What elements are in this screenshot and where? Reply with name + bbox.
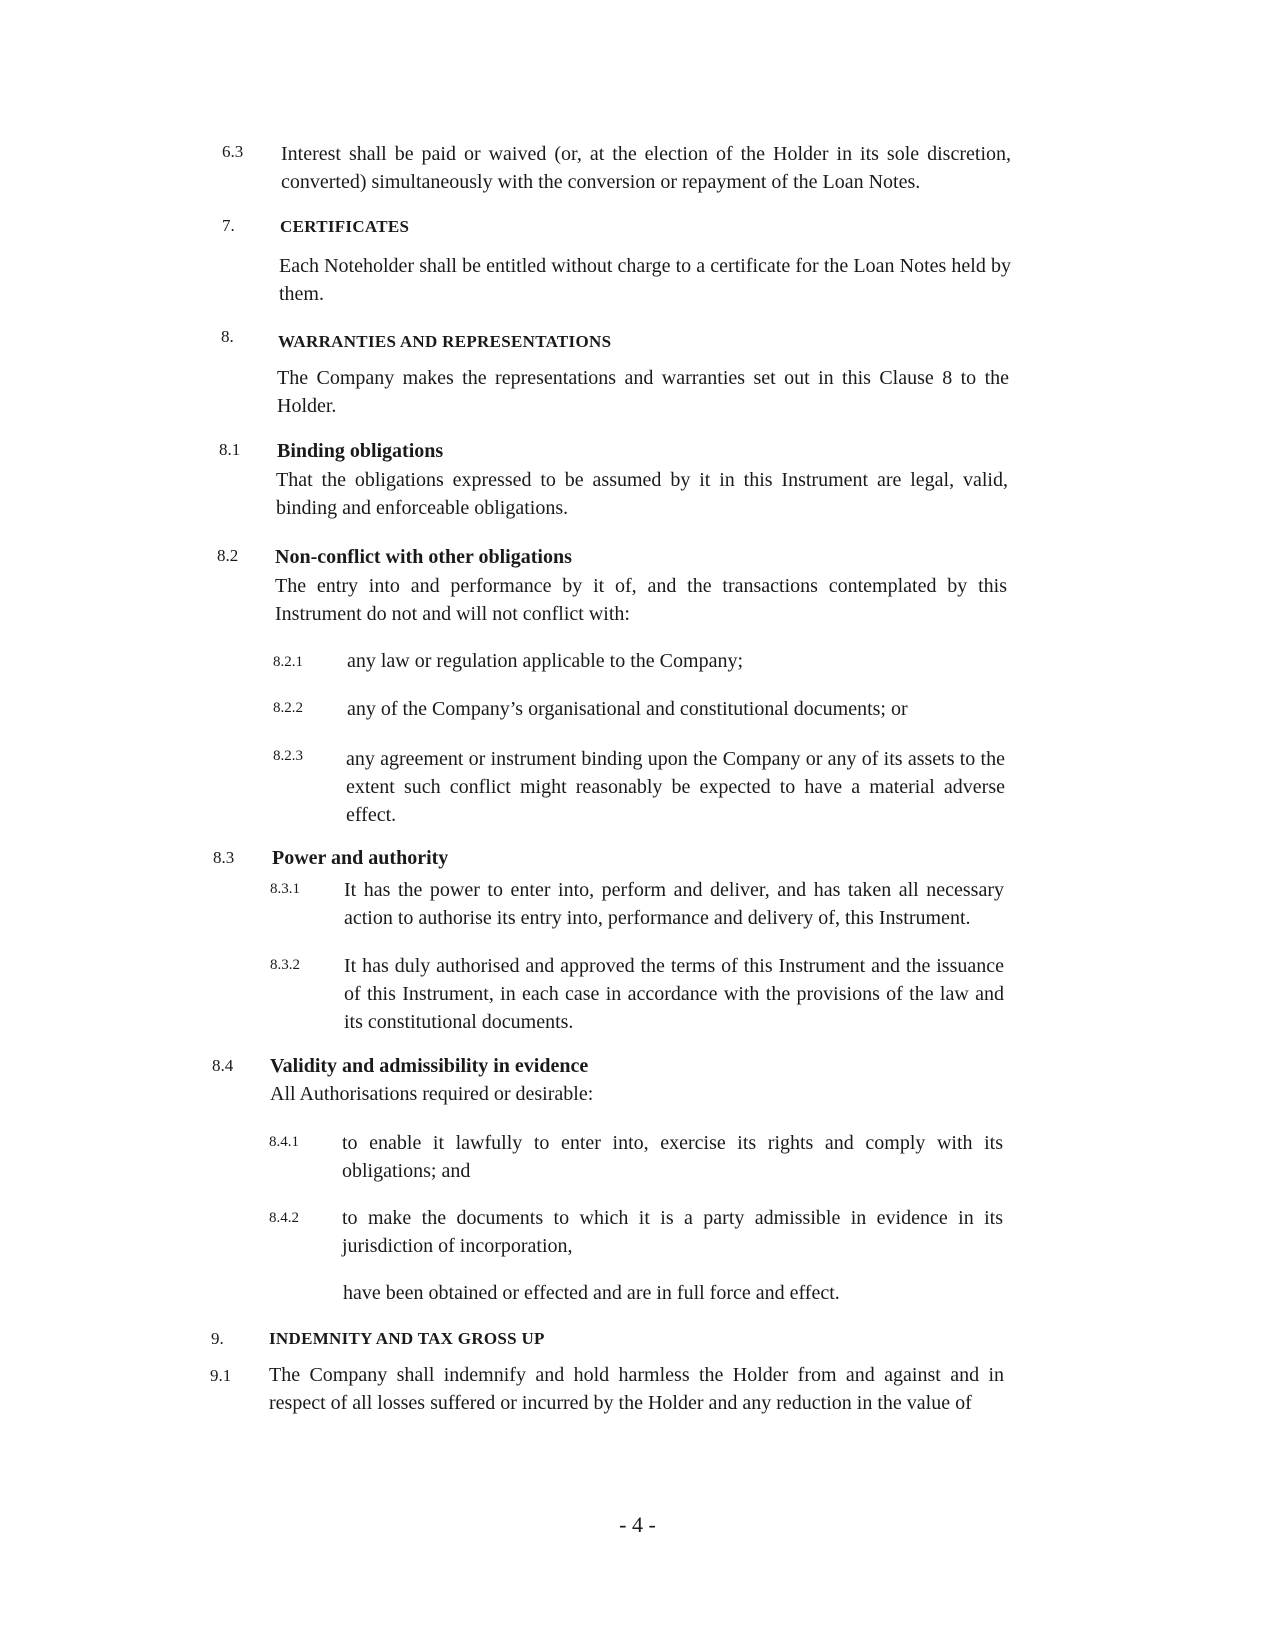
clause-heading: Non-conflict with other obligations xyxy=(275,546,572,568)
clause-number: 8.1 xyxy=(219,440,241,459)
clause-text: Each Noteholder shall be entitled without charge to a certificate for the Loan Notes held by them. xyxy=(279,255,1011,305)
clause-number: 8.2 xyxy=(217,546,239,565)
clause-number: 7. xyxy=(222,216,235,235)
clause-tail-text: have been obtained or effected and are in full force and effect. xyxy=(343,1282,840,1304)
clause-text: The Company makes the representations and warranties set out in this Clause 8 to the Holder. xyxy=(277,367,1009,417)
subclause-text: any law or regulation applicable to the Company; xyxy=(347,650,743,672)
clause-number: 9. xyxy=(211,1329,224,1348)
subclause-number: 8.2.1 xyxy=(273,654,303,670)
subclause-text: any of the Company’s organisational and constitutional documents; or xyxy=(347,698,908,720)
clause-number: 9.1 xyxy=(210,1366,232,1385)
clause-number: 8.3 xyxy=(213,848,235,867)
subclause-text: any agreement or instrument binding upon the Company or any of its assets to the extent such conflict might reasonably be expected to have a material adverse effect. xyxy=(346,748,1005,826)
subclause-number: 8.3.1 xyxy=(270,881,300,897)
clause-number: 6.3 xyxy=(222,142,244,161)
subclause-number: 8.2.2 xyxy=(273,700,303,716)
clause-heading: Validity and admissibility in evidence xyxy=(270,1055,589,1077)
subclause-number: 8.4.2 xyxy=(269,1210,299,1226)
subclause-number: 8.2.3 xyxy=(273,748,303,764)
subclause-text: It has the power to enter into, perform and deliver, and has taken all necessary action to authorise its entry into, performance and delivery of, this Instrument. xyxy=(344,879,1004,929)
subclause-text: to make the documents to which it is a party admissible in evidence in its jurisdiction of incorporation, xyxy=(342,1207,1003,1257)
section-heading: INDEMNITY AND TAX GROSS UP xyxy=(269,1329,545,1348)
clause-text: All Authorisations required or desirable: xyxy=(270,1083,594,1105)
clause-text: The entry into and performance by it of, and the transactions contemplated by this Instrument do not and will not conflict with: xyxy=(275,575,1007,625)
clause-number: 8.4 xyxy=(212,1056,234,1075)
subclause-number: 8.4.1 xyxy=(269,1134,299,1150)
section-heading: WARRANTIES AND REPRESENTATIONS xyxy=(278,332,612,351)
clause-heading: Binding obligations xyxy=(277,440,444,462)
section-heading: CERTIFICATES xyxy=(280,217,410,236)
clause-text: That the obligations expressed to be assumed by it in this Instrument are legal, valid, binding and enforceable obligations. xyxy=(276,469,1008,519)
subclause-text: to enable it lawfully to enter into, exercise its rights and comply with its obligations; and xyxy=(342,1132,1003,1182)
page-number: - 4 - xyxy=(619,1512,656,1537)
clause-heading: Power and authority xyxy=(272,847,449,869)
subclause-number: 8.3.2 xyxy=(270,957,300,973)
subclause-text: It has duly authorised and approved the terms of this Instrument and the issuance of this Instrument, in each case in accordance with the provisions of the law and its constitutional documents. xyxy=(344,955,1004,1033)
clause-text: The Company shall indemnify and hold harmless the Holder from and against and in respect of all losses suffered or incurred by the Holder and any reduction in the value of xyxy=(269,1364,1004,1414)
clause-text: Interest shall be paid or waived (or, at the election of the Holder in its sole discretion, converted) simultaneously with the conversion or repayment of the Loan Notes. xyxy=(281,143,1011,193)
clause-number: 8. xyxy=(221,327,234,346)
